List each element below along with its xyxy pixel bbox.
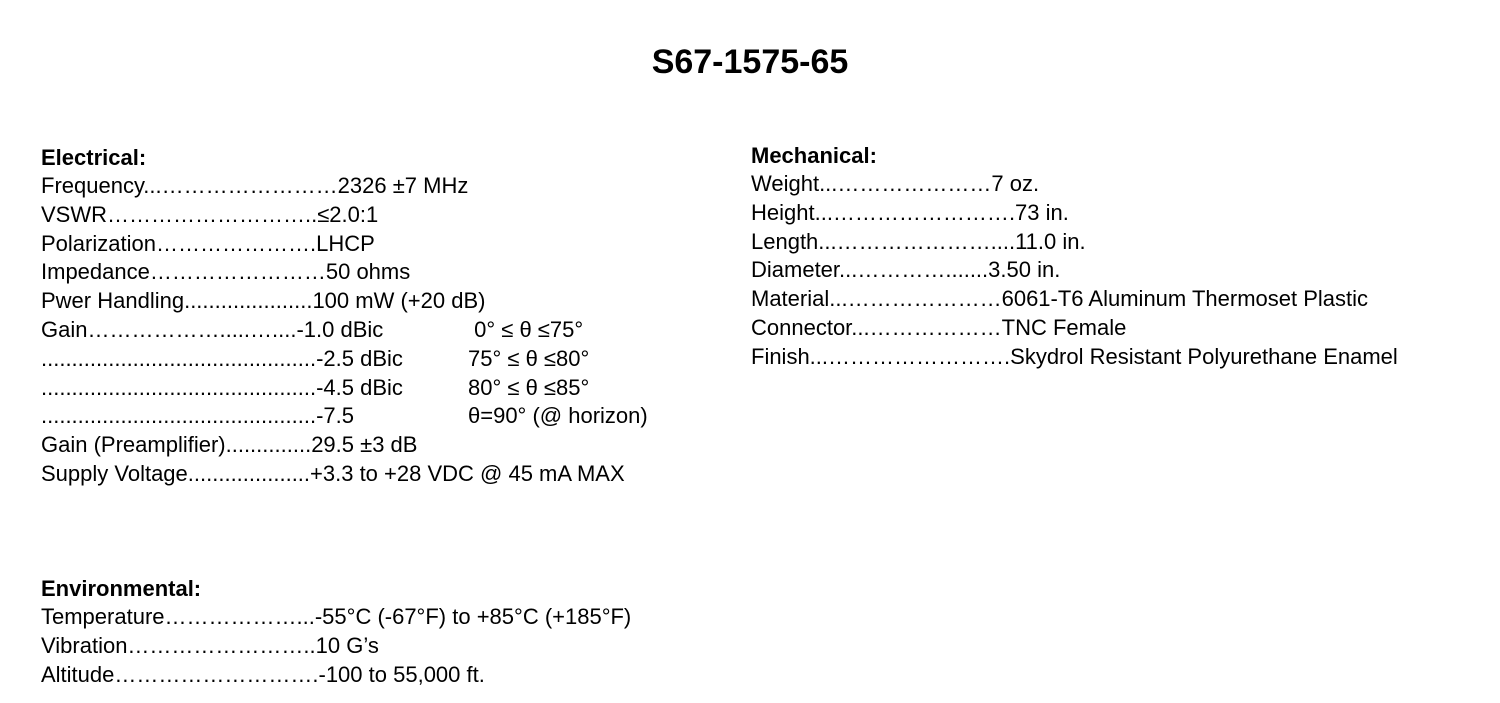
spec-row-power-handling [41, 287, 625, 316]
spec-label: Gain……………….....….... [41, 316, 297, 342]
spec-value: +3.3 to +28 VDC @ 45 mA MAX [310, 460, 625, 486]
spec-row-length [751, 228, 1398, 257]
spec-row-gain [41, 316, 625, 345]
electrical-heading: Electrical: [41, 145, 147, 170]
spec-label: VSWR……………………….. [41, 201, 318, 227]
spec-label: Height...…………………… [751, 199, 1009, 225]
spec-value: -1.0 dBic [296, 316, 384, 342]
spec-value: ≤2.0:1 [317, 201, 379, 227]
spec-row-impedance [41, 258, 625, 287]
spec-value: -55°C (-67°F) to +85°C (+185°F) [314, 604, 632, 629]
spec-value: -100 to 55,000 ft. [318, 661, 485, 687]
spec-value: LHCP [316, 230, 375, 256]
spec-label: Polarization…………………. [41, 230, 317, 256]
spec-value: 100 mW (+20 dB) [312, 288, 486, 314]
spec-label: Pwer Handling..................... [41, 288, 313, 314]
spec-label: Gain (Preamplifier).............. [41, 432, 312, 458]
spec-label: Impedance…………………… [41, 259, 326, 285]
spec-condition: 0° ≤ θ ≤75° [468, 316, 584, 342]
spec-value: -4.5 dBic [316, 374, 403, 400]
spec-label: Temperature………………... [41, 604, 315, 629]
spec-value: -7.5 [316, 403, 354, 429]
spec-row-altitude [41, 661, 631, 690]
spec-label: Weight...………………… [751, 171, 992, 196]
spec-label: Connector...……………… [751, 314, 1002, 340]
spec-value: Skydrol Resistant Polyurethane Enamel [1010, 343, 1398, 369]
spec-row-gain-preamplifier [41, 431, 625, 460]
spec-label: ............................................. [41, 374, 317, 400]
spec-row-diameter [751, 256, 1398, 285]
spec-row-temperature [41, 603, 631, 632]
spec-row-vibration [41, 632, 631, 661]
spec-label: Supply Voltage.................... [41, 460, 311, 486]
spec-value: 6061-T6 Aluminum Thermoset Plastic [1001, 286, 1369, 312]
spec-label: Frequency...…………………… [41, 173, 338, 198]
spec-row-supply-voltage [41, 460, 625, 489]
spec-value: 10 G’s [315, 632, 379, 658]
spec-row-connector [751, 314, 1398, 343]
spec-value: 3.50 in. [988, 257, 1061, 283]
spec-row-weight [751, 170, 1398, 199]
environmental-section [41, 575, 631, 689]
spec-condition: 80° ≤ θ ≤85° [468, 374, 590, 400]
page-title: S67-1575-65 [651, 43, 849, 81]
mechanical-heading: Mechanical: [751, 143, 877, 168]
spec-value: -2.5 dBic [316, 345, 403, 371]
spec-label: Finish...……………………. [751, 343, 1011, 369]
mechanical-section [751, 142, 1398, 372]
spec-value: 11.0 in. [1015, 228, 1086, 254]
environmental-heading: Environmental: [41, 576, 202, 601]
spec-row-gain-4 [41, 402, 648, 431]
spec-value: .73 in. [1008, 199, 1069, 225]
spec-value: 29.5 ±3 dB [311, 432, 418, 458]
spec-label: Material...………………… [751, 286, 1002, 312]
spec-row-finish [751, 343, 1398, 372]
spec-condition: θ=90° (@ horizon) [468, 403, 648, 429]
spec-label: ............................................. [41, 403, 317, 429]
spec-value: 50 ohms [325, 259, 411, 285]
spec-label: ............................................. [41, 345, 317, 371]
electrical-section [41, 144, 648, 489]
spec-row-material [751, 285, 1398, 314]
spec-row-polarization [41, 230, 625, 259]
spec-value: TNC Female [1001, 314, 1127, 340]
spec-condition: 75° ≤ θ ≤80° [468, 345, 590, 371]
spec-row-height [751, 199, 1398, 228]
spec-label: Altitude………………………. [41, 661, 319, 687]
spec-label: Length...………………….... [751, 228, 1016, 254]
spec-row-gain-3 [41, 374, 625, 403]
spec-row-frequency [41, 172, 625, 201]
spec-label: Diameter...…………....... [751, 257, 989, 283]
spec-label: Vibration…………………….. [41, 632, 316, 658]
spec-value: 2326 ±7 MHz [337, 173, 469, 198]
spec-row-vswr [41, 201, 625, 230]
spec-value: 7 oz. [991, 171, 1040, 196]
spec-row-gain-2 [41, 345, 625, 374]
